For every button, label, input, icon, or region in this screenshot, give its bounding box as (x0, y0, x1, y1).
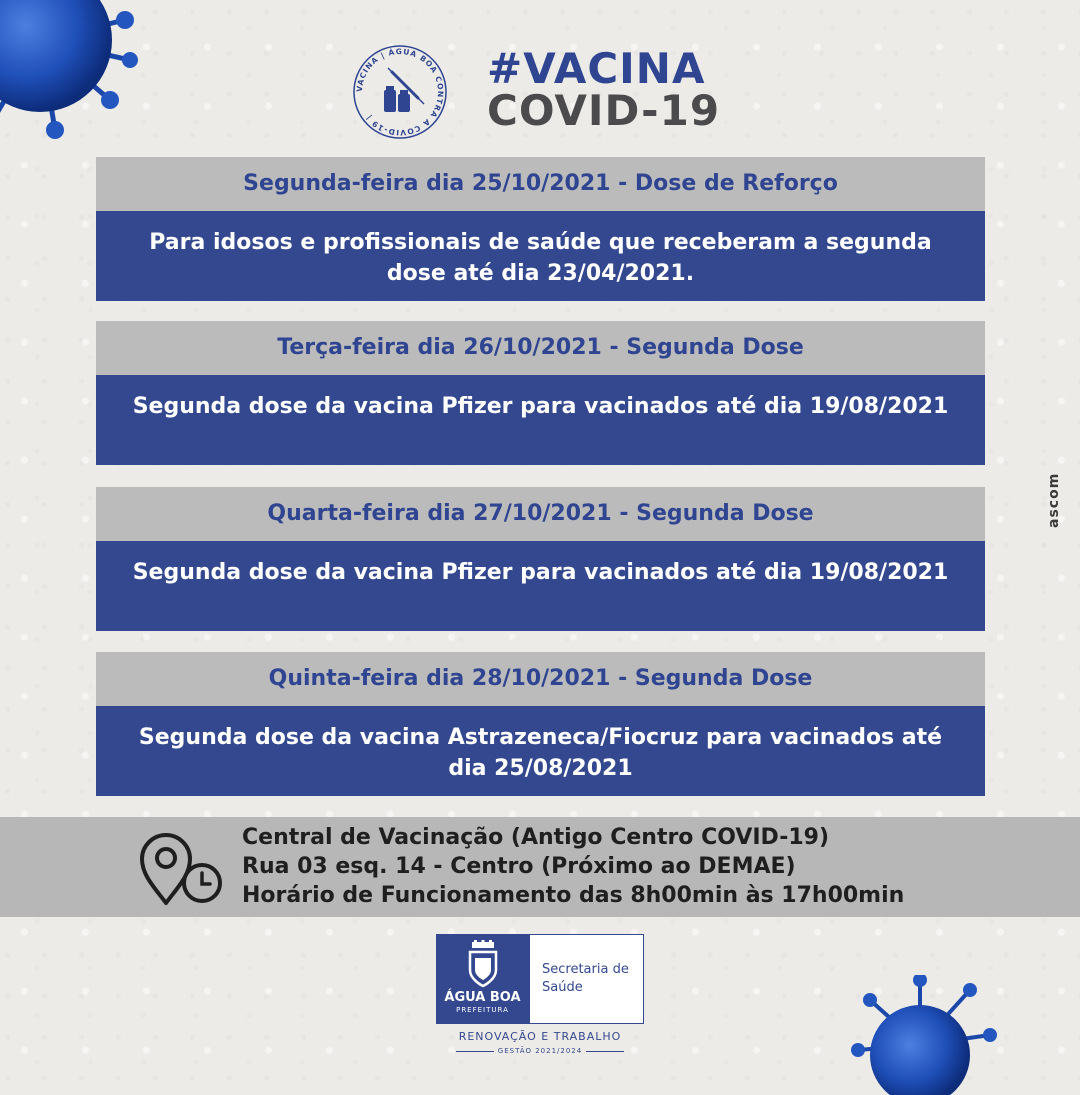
location-banner (0, 817, 1080, 917)
location-place: Central de Vacinação (Antigo Centro COVID-19) (242, 825, 830, 850)
city-crest-icon (466, 940, 500, 988)
logo-gestao (436, 1047, 644, 1055)
location-address: Rua 03 esq. 14 - Centro (Próximo ao DEMAE) (242, 854, 796, 879)
secretaria-line2: Saúde (542, 980, 583, 995)
schedule-day-heading: Quarta-feira dia 27/10/2021 - Segunda Dose (96, 487, 985, 541)
schedule-description: Segunda dose da vacina Pfizer para vacinados até dia 19/08/2021 (96, 541, 985, 631)
logo-prefeitura: PREFEITURA (456, 1006, 509, 1014)
location-clock-icon (136, 831, 228, 907)
schedule-description: Segunda dose da vacina Astrazeneca/Fiocruz para vacinados até dia 25/08/2021 (96, 706, 985, 796)
schedule-card (96, 652, 985, 796)
schedule-day-heading: Segunda-feira dia 25/10/2021 - Dose de Reforço (96, 157, 985, 211)
campaign-header (352, 44, 752, 144)
schedule-card (96, 487, 985, 631)
schedule-description: Segunda dose da vacina Pfizer para vacinados até dia 19/08/2021 (96, 375, 985, 465)
logo-city-name: ÁGUA BOA (444, 990, 521, 1005)
location-hours: Horário de Funcionamento das 8h00min às 17h00min (242, 883, 905, 908)
logo-slogan: RENOVAÇÃO E TRABALHO (458, 1030, 622, 1043)
schedule-description: Para idosos e profissionais de saúde que receberam a segunda dose até dia 23/04/2021. (96, 211, 985, 301)
virus-icon-bottom-right (850, 975, 1000, 1095)
schedule-day-heading: Terça-feira dia 26/10/2021 - Segunda Dose (96, 321, 985, 375)
gestao-text: GESTÃO 2021/2024 (494, 1047, 586, 1055)
logo-city-block (436, 934, 529, 1024)
schedule-card (96, 321, 985, 465)
logo-secretaria-block (529, 934, 644, 1024)
schedule-day-heading: Quinta-feira dia 28/10/2021 - Segunda Dose (96, 652, 985, 706)
seal-text: VACINA | ÁGUA BOA CONTRA A COVID-19 | (354, 46, 446, 138)
schedule-card (96, 157, 985, 301)
virus-icon-top-left (0, 0, 150, 150)
secretaria-line1: Secretaria de (542, 962, 629, 977)
vaccine-seal-icon (352, 44, 448, 140)
ascom-credit: ascom (1046, 472, 1062, 528)
covid-title: COVID-19 (487, 86, 721, 135)
prefeitura-logo (436, 934, 644, 1024)
hashtag-title: #VACINA (487, 44, 706, 93)
